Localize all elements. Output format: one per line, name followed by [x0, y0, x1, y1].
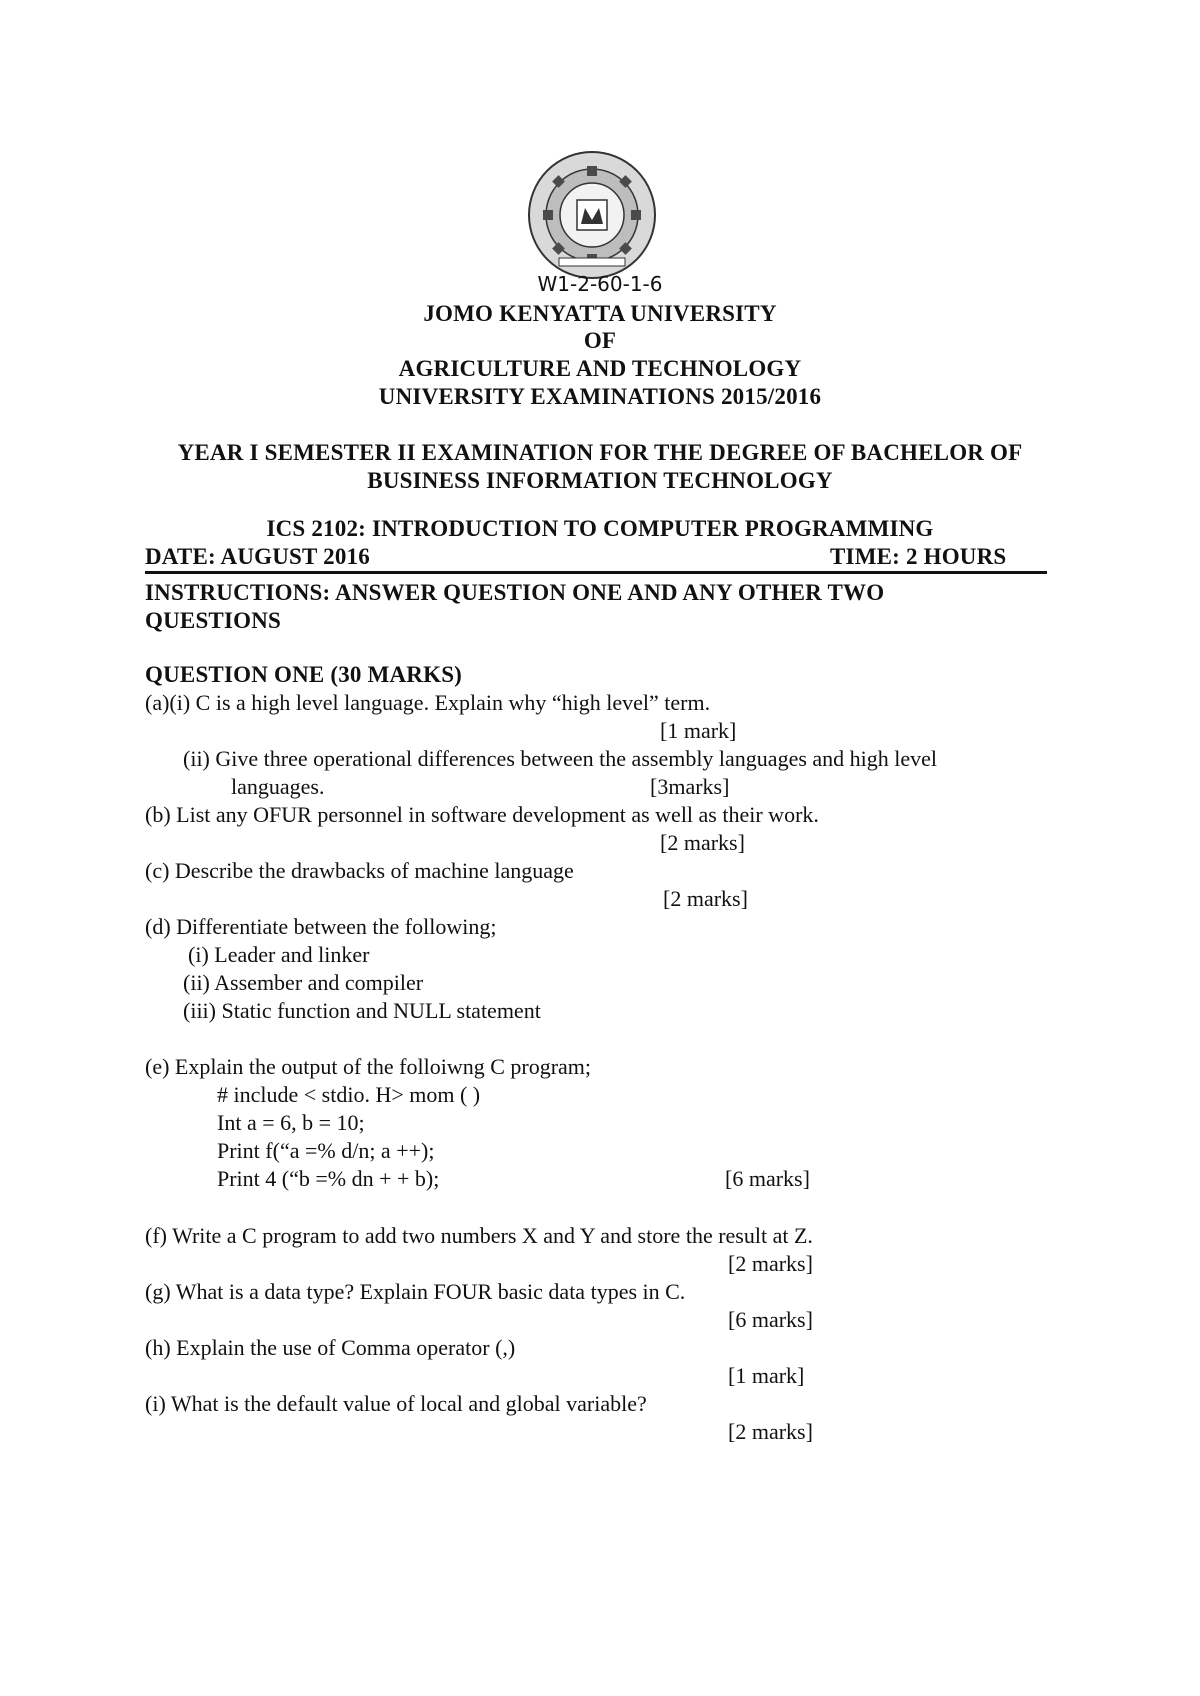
- exam-title-line1: YEAR I SEMESTER II EXAMINATION FOR THE DEGREE OF BACHELOR OF: [177, 440, 1023, 465]
- university-name-line3: AGRICULTURE AND TECHNOLOGY: [398, 356, 802, 381]
- exam-time: TIME: 2 HOURS: [830, 544, 1007, 569]
- question-d-i: (i) Leader and linker: [188, 942, 370, 967]
- question-a-ii-marks: [3marks]: [650, 774, 730, 799]
- question-b: (b) List any OFUR personnel in software development as well as their work.: [145, 802, 819, 827]
- question-b-marks: [2 marks]: [660, 830, 745, 855]
- question-a-i-marks: [1 mark]: [660, 718, 737, 743]
- question-i-marks: [2 marks]: [728, 1419, 813, 1444]
- question-h-marks: [1 mark]: [728, 1363, 805, 1388]
- question-e: (e) Explain the output of the folloiwng C program;: [145, 1054, 592, 1079]
- question-d-ii: (ii) Assember and compiler: [183, 970, 424, 995]
- question-f: (f) Write a C program to add two numbers X and Y and store the result at Z.: [145, 1223, 813, 1248]
- question-one-title: QUESTION ONE (30 MARKS): [145, 662, 463, 687]
- question-e-code-line1: # include < stdio. H> mom ( ): [217, 1082, 481, 1107]
- instructions-line2: QUESTIONS: [145, 608, 282, 633]
- course-title: ICS 2102: INTRODUCTION TO COMPUTER PROGRAMMING: [266, 516, 934, 541]
- question-c: (c) Describe the drawbacks of machine language: [145, 858, 574, 883]
- header-divider: [145, 571, 1047, 574]
- university-name-line2: OF: [583, 328, 617, 353]
- paper-code: W1-2-60-1-6: [537, 272, 663, 296]
- question-i: (i) What is the default value of local and global variable?: [145, 1391, 647, 1416]
- question-g: (g) What is a data type? Explain FOUR basic data types in C.: [145, 1279, 686, 1304]
- question-e-code-line4: Print 4 (“b =% dn + + b);: [217, 1166, 440, 1191]
- instructions-line1: INSTRUCTIONS: ANSWER QUESTION ONE AND ANY OTHER TWO: [145, 580, 885, 605]
- exam-title-line2: BUSINESS INFORMATION TECHNOLOGY: [367, 468, 833, 493]
- university-name-line1: JOMO KENYATTA UNIVERSITY: [423, 301, 777, 326]
- question-a-i: (a)(i) C is a high level language. Explain why “high level” term.: [145, 690, 711, 715]
- question-d: (d) Differentiate between the following;: [145, 914, 497, 939]
- question-h: (h) Explain the use of Comma operator (,): [145, 1335, 516, 1360]
- exam-date: DATE: AUGUST 2016: [145, 544, 370, 569]
- exam-session: UNIVERSITY EXAMINATIONS 2015/2016: [378, 384, 822, 409]
- question-g-marks: [6 marks]: [728, 1307, 813, 1332]
- question-a-ii-line2: languages.: [231, 774, 325, 799]
- question-e-code-line3: Print f(“a =% d/n; a ++);: [217, 1138, 435, 1163]
- question-c-marks: [2 marks]: [663, 886, 748, 911]
- question-e-marks: [6 marks]: [725, 1166, 810, 1191]
- university-crest-icon: [527, 150, 657, 280]
- question-d-iii: (iii) Static function and NULL statement: [183, 998, 541, 1023]
- question-e-code-line2: Int a = 6, b = 10;: [217, 1110, 365, 1135]
- question-f-marks: [2 marks]: [728, 1251, 813, 1276]
- question-a-ii-line1: (ii) Give three operational differences between the assembly languages and high level: [183, 746, 938, 771]
